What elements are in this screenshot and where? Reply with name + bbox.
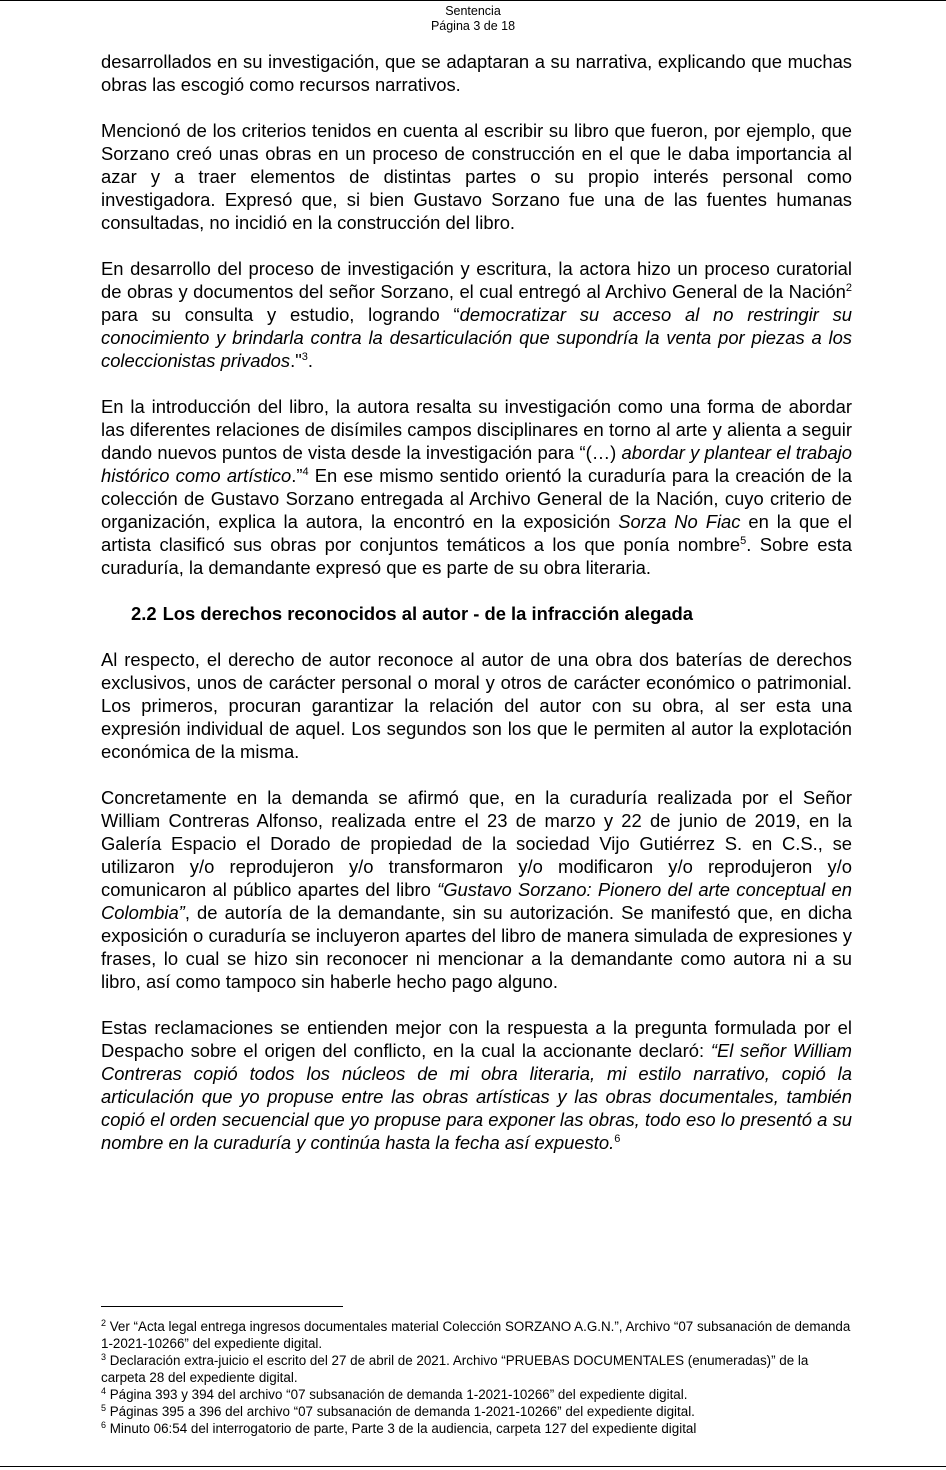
footnote-number: 2 (101, 1318, 107, 1328)
footnote-3 (101, 1352, 852, 1386)
paragraph-2: Mencionó de los criterios tenidos en cuenta al escribir su libro que fueron, por ejemplo, que Sorzano creó unas obras en un proceso de construcción en el que le daba importancia al azar y a traer elementos de distintas partes o su propio interés personal como investigadora. Expresó que, si bien Gustavo Sorzano fue una de las fuentes humanas consultadas, no incidió en la construcción del libro. (101, 120, 852, 233)
paragraph-6-text-a: Concretamente en la demanda se afirmó que, en la curaduría realizada por el Señor William Contreras Alfonso, realizada entre el 23 de marzo y 22 de junio de 2019, en la Galería Espacio el Dorado de propiedad de la sociedad Vijo Gutiérrez S. en C.S., se utilizaron y/o reprodujeron y/o transformaron y/o modificaron y/o reprodujeron y/o comunicaron al público apartes del libro (101, 787, 852, 900)
paragraph-4-text-f: en la que el artista clasificó sus obras por conjuntos temáticos a los que ponía nombre (101, 511, 852, 555)
footnotes (101, 1318, 852, 1437)
footnote-text: Página 393 y 394 del archivo “07 subsanación de demanda 1-2021-10266” del expediente digital. (106, 1387, 688, 1402)
footnote-ref-3[interactable]: 3 (301, 351, 308, 363)
header-title: Sentencia (445, 4, 501, 18)
paragraph-5: Al respecto, el derecho de autor reconoce al autor de una obra dos baterías de derechos exclusivos, unos de carácter personal o moral y otros de carácter económico o patrimonial. Los primeros, procuran garantizar la relación del autor con su obra, al ser esta una expresión individual de aquel. Los segundos son los que le permiten al autor la explotación económica de la misma. (101, 649, 852, 762)
document-body (101, 50, 852, 1177)
paragraph-6-text-c: , de autoría de la demandante, sin su autorización. Se manifestó que, en dicha exposición o curaduría se incluyeron apartes del libro de manera simulada de expresiones y frases, lo cual se hizo sin reconocer ni mencionar a la demandante como autora ni a su libro, así como tampoco sin haberle hecho pago alguno. (101, 902, 852, 992)
paragraph-7-quote: “El señor William Contreras copió todos los núcleos de mi obra literaria, mi estilo narrativo, copió la articulación que yo propuse entre las obras artísticas y las obras documentales, también copió el orden secuencial que yo propuse para exponer las obras, todo eso lo presentó a su nombre en la curaduría y continúa hasta la fecha así expuesto. (101, 1040, 852, 1153)
paragraph-4-text-g: . Sobre esta curaduría, la demandante expresó que es parte de su obra literaria. (101, 534, 852, 578)
page-top-border (0, 0, 946, 1)
paragraph-7 (101, 1016, 852, 1154)
paragraph-3-quote: democratizar su acceso al no restringir su conocimiento y brindarla contra la desarticulación que supondría la venta por piezas a los coleccionistas privados (101, 304, 853, 371)
footnote-5 (101, 1403, 852, 1420)
page-bottom-border (0, 1466, 946, 1467)
paragraph-4-quote: abordar y plantear el trabajo histórico como artístico (101, 442, 852, 486)
paragraph-4 (101, 395, 852, 579)
page-header (0, 4, 946, 34)
footnote-number: 4 (101, 1386, 107, 1396)
footnote-2 (101, 1318, 852, 1352)
paragraph-3-text-a: En desarrollo del proceso de investigación y escritura, la actora hizo un proceso curatorial de obras y documentos del señor Sorzano, el cual entregó al Archivo General de la Nación (101, 258, 852, 302)
page-number: Página 3 de 18 (430, 19, 516, 33)
paragraph-3-text-b: para su consulta y estudio, logrando “ (101, 304, 460, 325)
section-heading (131, 602, 852, 625)
paragraph-7-text-a: Estas reclamaciones se entienden mejor con la respuesta a la pregunta formulada por el Despacho sobre el origen del conflicto, en la cual la accionante declaró: (101, 1017, 852, 1061)
paragraph-6 (101, 786, 852, 993)
footnote-number: 5 (101, 1403, 107, 1413)
paragraph-3 (101, 257, 852, 372)
footnote-ref-2[interactable]: 2 (845, 282, 852, 294)
section-number: 2.2 (131, 603, 157, 624)
footnote-4 (101, 1386, 852, 1403)
footnote-text: Páginas 395 a 396 del archivo “07 subsanación de demanda 1-2021-10266” del expediente digital. (106, 1404, 695, 1419)
footnote-6 (101, 1420, 852, 1437)
footnote-separator (101, 1306, 343, 1307)
footnote-ref-6[interactable]: 6 (614, 1133, 621, 1145)
section-title: Los derechos reconocidos al autor - de la infracción alegada (162, 603, 693, 624)
footnote-number: 6 (101, 1420, 107, 1430)
paragraph-4-text-c: .” (291, 465, 303, 486)
footnote-number: 3 (101, 1352, 107, 1362)
paragraph-3-text-d: ." (290, 350, 302, 371)
paragraph-6-book-title: “Gustavo Sorzano: Pionero del arte conceptual en Colombia” (101, 879, 852, 923)
paragraph-4-exhibition-title: Sorza No Fiac (618, 511, 741, 532)
paragraph-1: desarrollados en su investigación, que se adaptaran a su narrativa, explicando que muchas obras las escogió como recursos narrativos. (101, 51, 852, 95)
paragraph-3-text-e: . (307, 350, 313, 371)
footnote-text: Minuto 06:54 del interrogatorio de parte, Parte 3 de la audiencia, carpeta 127 del expediente digital (106, 1421, 697, 1436)
paragraph-4-text-a: En la introducción del libro, la autora resalta su investigación como una forma de abordar las diferentes relaciones de disímiles campos disciplinares en torno al arte y alienta a seguir dando nuevos puntos de vista desde la investigación para “(…) (101, 396, 852, 463)
footnote-text: Declaración extra-juicio el escrito del 27 de abril de 2021. Archivo “PRUEBAS DOCUMENTALES (enumeradas)” de la carpeta 28 del expediente digital. (101, 1353, 809, 1385)
footnote-ref-4[interactable]: 4 (302, 466, 309, 478)
footnote-ref-5[interactable]: 5 (740, 535, 747, 547)
paragraph-4-text-d: En ese mismo sentido orientó la curaduría para la creación de la colección de Gustavo Sorzano entregada al Archivo General de la Nación, cuyo criterio de organización, explica la autora, la encontró en la exposición (101, 465, 852, 532)
footnote-text: Ver “Acta legal entrega ingresos documentales material Colección SORZANO A.G.N.”, Archivo “07 subsanación de demanda 1-2021-10266” del expediente digital. (101, 1319, 851, 1351)
